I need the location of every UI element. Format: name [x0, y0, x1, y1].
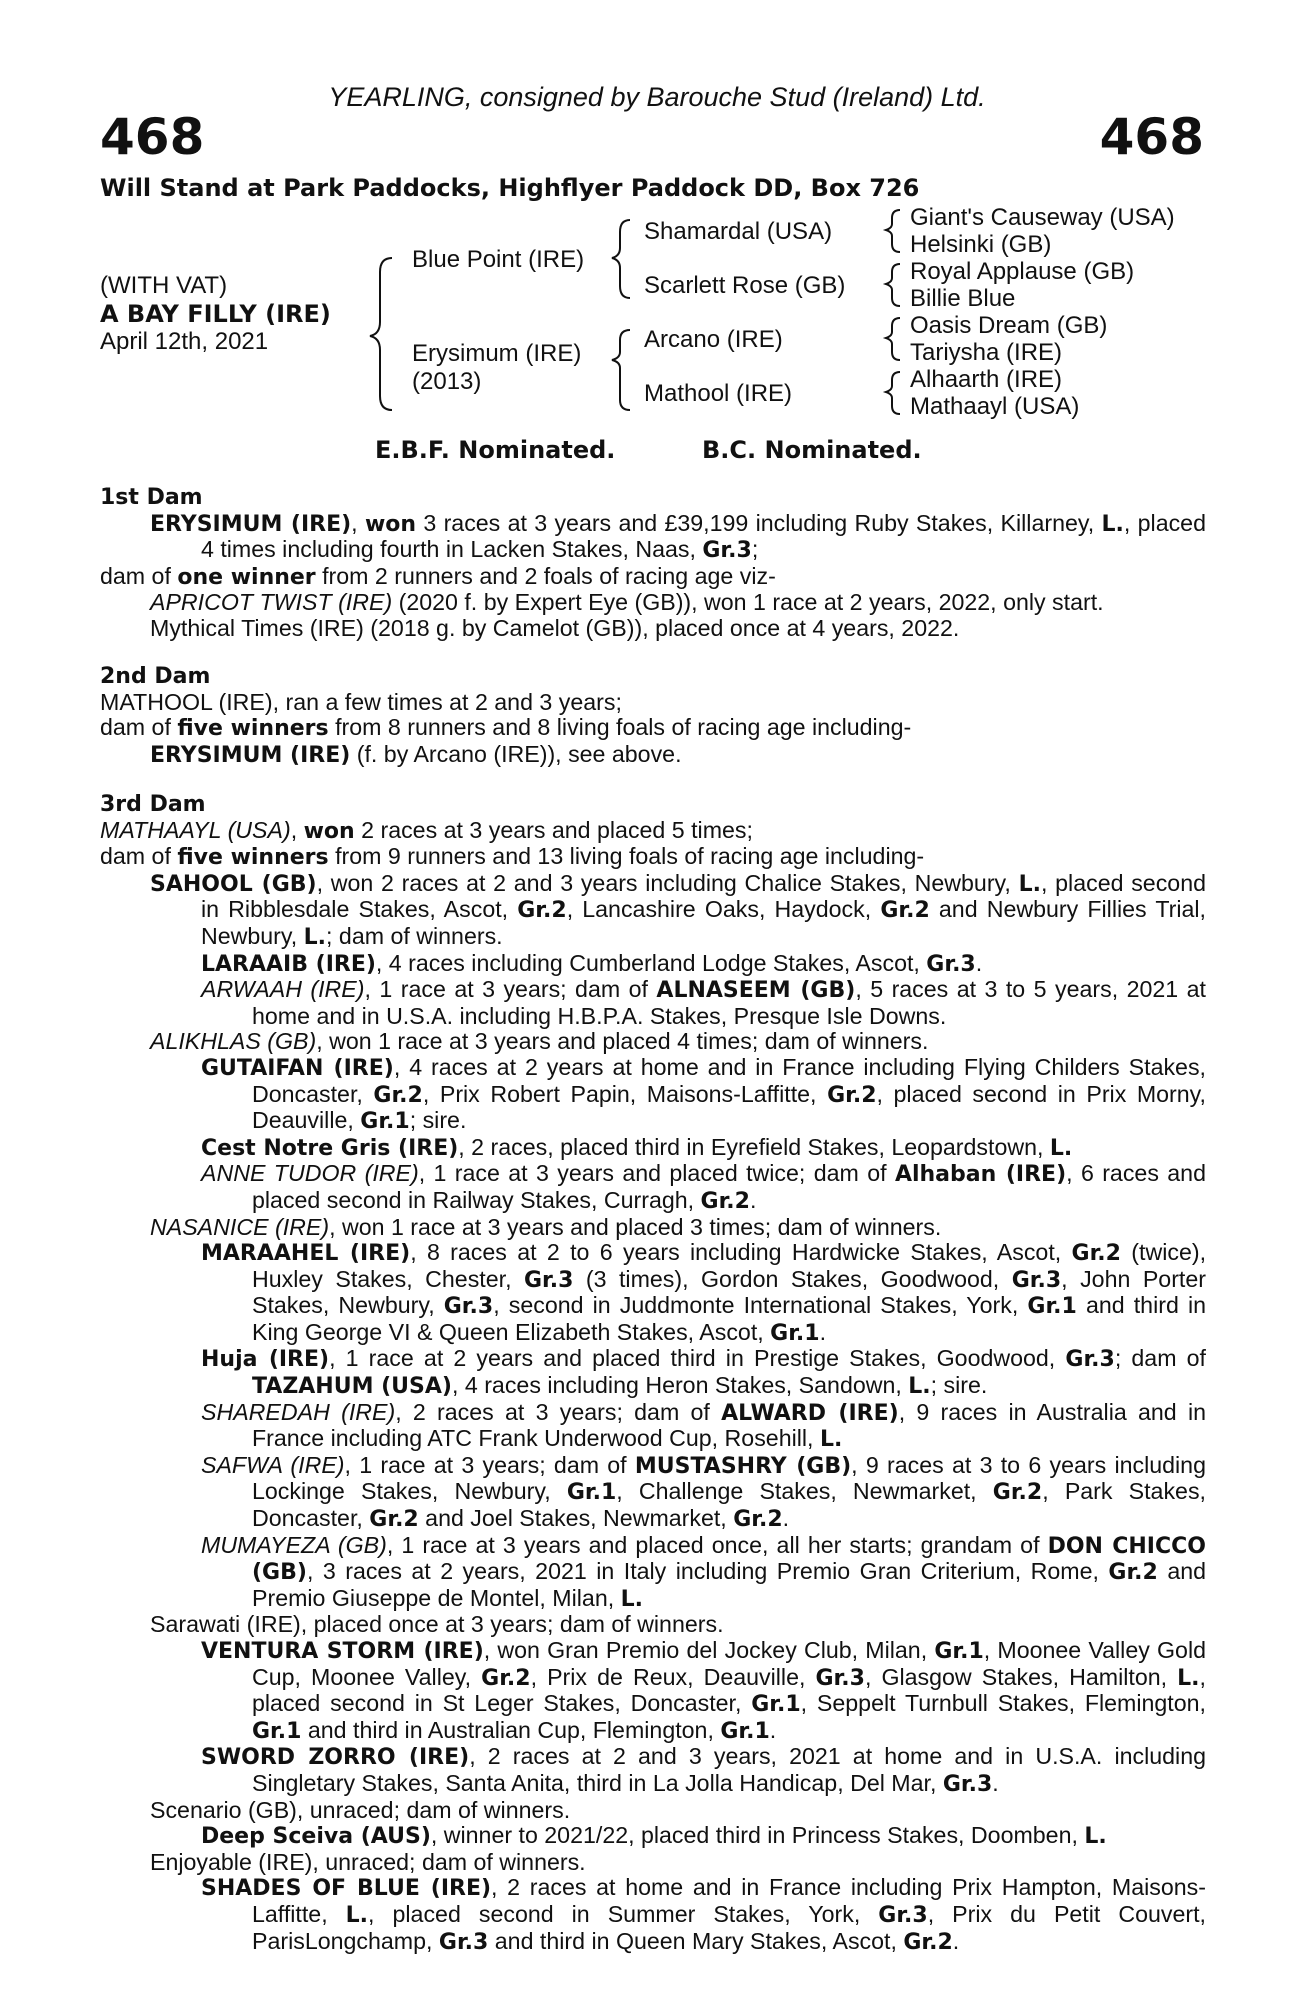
first-dam-section: [100, 485, 1206, 642]
third-dam-produce-intro: dam of five winners from 9 runners and 13 living foals of racing age including-: [100, 843, 925, 871]
gg-1: Giant's Causeway (USA): [910, 204, 1175, 231]
produce-entry: ARWAAH (IRE), 1 race at 3 years; dam of ALNASEEM (GB), 5 races at 3 to 5 years, 2021 at home and in U.S.A. including H.B.P.A. Stakes, Presque Isle Downs.: [201, 976, 1206, 1029]
produce-entry: Huja (IRE), 1 race at 2 years and placed third in Prestige Stakes, Goodwood, Gr.3; dam of TAZAHUM (USA), 4 races including Heron Stakes, Sandown, L.; sire.: [201, 1345, 1206, 1400]
produce-entry: Deep Sceiva (AUS), winner to 2021/22, placed third in Princess Stakes, Doomben, L.: [201, 1822, 1107, 1850]
lot-number-right: 468: [1099, 108, 1204, 166]
gg-4: Billie Blue: [910, 285, 1016, 312]
produce-entry: NASANICE (IRE), won 1 race at 3 years and placed 3 times; dam of winners.: [150, 1213, 942, 1240]
brace-sire: [612, 220, 630, 298]
gg-7: Alhaarth (IRE): [910, 366, 1063, 393]
sire: Blue Point (IRE): [412, 246, 585, 273]
produce-entry: SAHOOL (GB), won 2 races at 2 and 3 years including Chalice Stakes, Newbury, L., placed second in Ribblesdale Stakes, Ascot, Gr.2, Lancashire Oaks, Haydock, Gr.2 and Newbury Fillies Trial, Newbury, L.; dam of winners.: [150, 869, 1206, 950]
ebf-nominated: E.B.F. Nominated.: [375, 436, 616, 464]
produce-entry: SWORD ZORRO (IRE), 2 races at 2 and 3 years, 2021 at home and in U.S.A. including Singletary Stakes, Santa Anita, third in La Jolla Handicap, Del Mar, Gr.3.: [201, 1743, 1206, 1797]
sire-dam: Scarlett Rose (GB): [644, 272, 846, 299]
first-dam-produce-intro: dam of one winner from 2 runners and 2 foals of racing age viz-: [100, 562, 776, 590]
produce-entry: Sarawati (IRE), placed once at 3 years; dam of winners.: [150, 1611, 724, 1638]
produce-entry: LARAAIB (IRE), 4 races including Cumberland Lodge Stakes, Ascot, Gr.3.: [201, 949, 983, 977]
brace-g1: [886, 210, 900, 252]
third-dam-heading: 3rd Dam: [100, 792, 206, 817]
subject-name: A BAY FILLY (IRE): [100, 300, 331, 328]
second-dam-entry: MATHOOL (IRE), ran a few times at 2 and 3 years;: [100, 688, 622, 715]
produce-entry: SAFWA (IRE), 1 race at 3 years; dam of MUSTASHRY (GB), 9 races at 3 to 6 years including Lockinge Stakes, Newbury, Gr.1, Challenge Stakes, Newmarket, Gr.2, Park Stakes, Doncaster, Gr.2 and Joel Stakes, Newmarket, Gr.2.: [201, 1451, 1206, 1533]
consignor-line: YEARLING, consigned by Barouche Stud (Ireland) Ltd.: [328, 82, 986, 112]
produce-entry: ALIKHLAS (GB), won 1 race at 3 years and placed 4 times; dam of winners.: [150, 1028, 929, 1055]
produce-entry: MARAAHEL (IRE), 8 races at 2 to 6 years including Hardwicke Stakes, Ascot, Gr.2 (twice), Huxley Stakes, Chester, Gr.3 (3 times), Gordon Stakes, Goodwood, Gr.3, John Porter Stakes, Newbury, Gr.3, second in Juddmonte International Stakes, York, Gr.1 and third in King George VI & Queen Elizabeth Stakes, Ascot, Gr.1.: [201, 1239, 1207, 1346]
produce-entry: Cest Notre Gris (IRE), 2 races, placed third in Eyrefield Stakes, Leopardstown, L.: [201, 1133, 1073, 1161]
produce-entry: SHADES OF BLUE (IRE), 2 races at home and in France including Prix Hampton, Maisons-Laffitte, L., placed second in Summer Stakes, York, Gr.3, Prix du Petit Couvert, ParisLongchamp, Gr.3 and third in Queen Mary Stakes, Ascot, Gr.2.: [201, 1874, 1206, 1955]
stand-info: Will Stand at Park Paddocks, Highflyer Paddock DD, Box 726: [100, 174, 920, 202]
second-dam-heading: 2nd Dam: [100, 664, 211, 689]
dam-dam: Mathool (IRE): [644, 380, 793, 407]
first-dam-entry: ERYSIMUM (IRE), won 3 races at 3 years and £39,199 including Ruby Stakes, Killarney, L., placed 4 times including fourth in Lacken Stakes, Naas, Gr.3;: [150, 509, 1206, 564]
pedigree-braces: [0, 0, 1314, 440]
gg-8: Mathaayl (USA): [910, 393, 1080, 420]
brace-g3: [886, 318, 900, 360]
gg-5: Oasis Dream (GB): [910, 312, 1108, 339]
subject-dob: April 12th, 2021: [100, 328, 269, 355]
brace-g2: [886, 264, 900, 306]
produce-entry: ANNE TUDOR (IRE), 1 race at 3 years and placed twice; dam of Alhaban (IRE), 6 races and placed second in Railway Stakes, Curragh, Gr.2.: [201, 1160, 1206, 1214]
produce-entry: MUMAYEZA (GB), 1 race at 3 years and placed once, all her starts; grandam of DON CHICCO (GB), 3 races at 2 years, 2021 in Italy including Premio Gran Criterium, Rome, Gr.2 and Premio Giuseppe de Montel, Milan, L.: [201, 1531, 1207, 1612]
third-dam-section: [100, 792, 1206, 1955]
brace-main: [370, 258, 392, 410]
produce-entry: GUTAIFAN (IRE), 4 races at 2 years at home and in France including Flying Childers Stakes, Doncaster, Gr.2, Prix Robert Papin, Maisons-Laffitte, Gr.2, placed second in Prix Morny, Deauville, Gr.1; sire.: [201, 1053, 1206, 1135]
third-dam-entry: MATHAAYL (USA), won 2 races at 3 years and placed 5 times;: [100, 816, 753, 844]
gg-3: Royal Applause (GB): [910, 258, 1135, 285]
first-dam-foal: Mythical Times (IRE) (2018 g. by Camelot (GB)), placed once at 4 years, 2022.: [150, 614, 960, 641]
second-dam-section: [100, 664, 1206, 768]
bc-nominated: B.C. Nominated.: [702, 436, 922, 464]
produce-entry: Enjoyable (IRE), unraced; dam of winners.: [150, 1848, 586, 1875]
dam-sire: Arcano (IRE): [644, 326, 783, 353]
produce-entry: VENTURA STORM (IRE), won Gran Premio del Jockey Club, Milan, Gr.1, Moonee Valley Gold Cup, Moonee Valley, Gr.2, Prix de Reux, Deauville, Gr.3, Glasgow Stakes, Hamilton, L., placed second in St Leger Stakes, Doncaster, Gr.1, Seppelt Turnbull Stakes, Flemington, Gr.1 and third in Australian Cup, Flemington, Gr.1.: [201, 1637, 1206, 1744]
first-dam-foal: APRICOT TWIST (IRE) (2020 f. by Expert Eye (GB)), won 1 race at 2 years, 2022, only start.: [150, 589, 1104, 616]
dam: Erysimum (IRE): [412, 340, 582, 367]
gg-6: Tariysha (IRE): [910, 339, 1063, 366]
gg-2: Helsinki (GB): [910, 231, 1052, 258]
produce-entry: SHAREDAH (IRE), 2 races at 3 years; dam of ALWARD (IRE), 9 races in Australia and in France including ATC Frank Underwood Cup, Rosehill, L.: [201, 1398, 1206, 1453]
sire-sire: Shamardal (USA): [644, 218, 833, 245]
vat-note: (WITH VAT): [100, 272, 228, 299]
first-dam-heading: 1st Dam: [100, 485, 203, 510]
produce-entry: Scenario (GB), unraced; dam of winners.: [150, 1796, 571, 1823]
brace-g4: [886, 372, 900, 414]
lot-number-left: 468: [100, 108, 205, 166]
second-dam-produce-intro: dam of five winners from 8 runners and 8 living foals of racing age including-: [100, 714, 912, 742]
dam-year: (2013): [412, 368, 482, 395]
second-dam-foal: ERYSIMUM (IRE) (f. by Arcano (IRE)), see above.: [150, 740, 682, 768]
brace-dam: [612, 330, 630, 410]
